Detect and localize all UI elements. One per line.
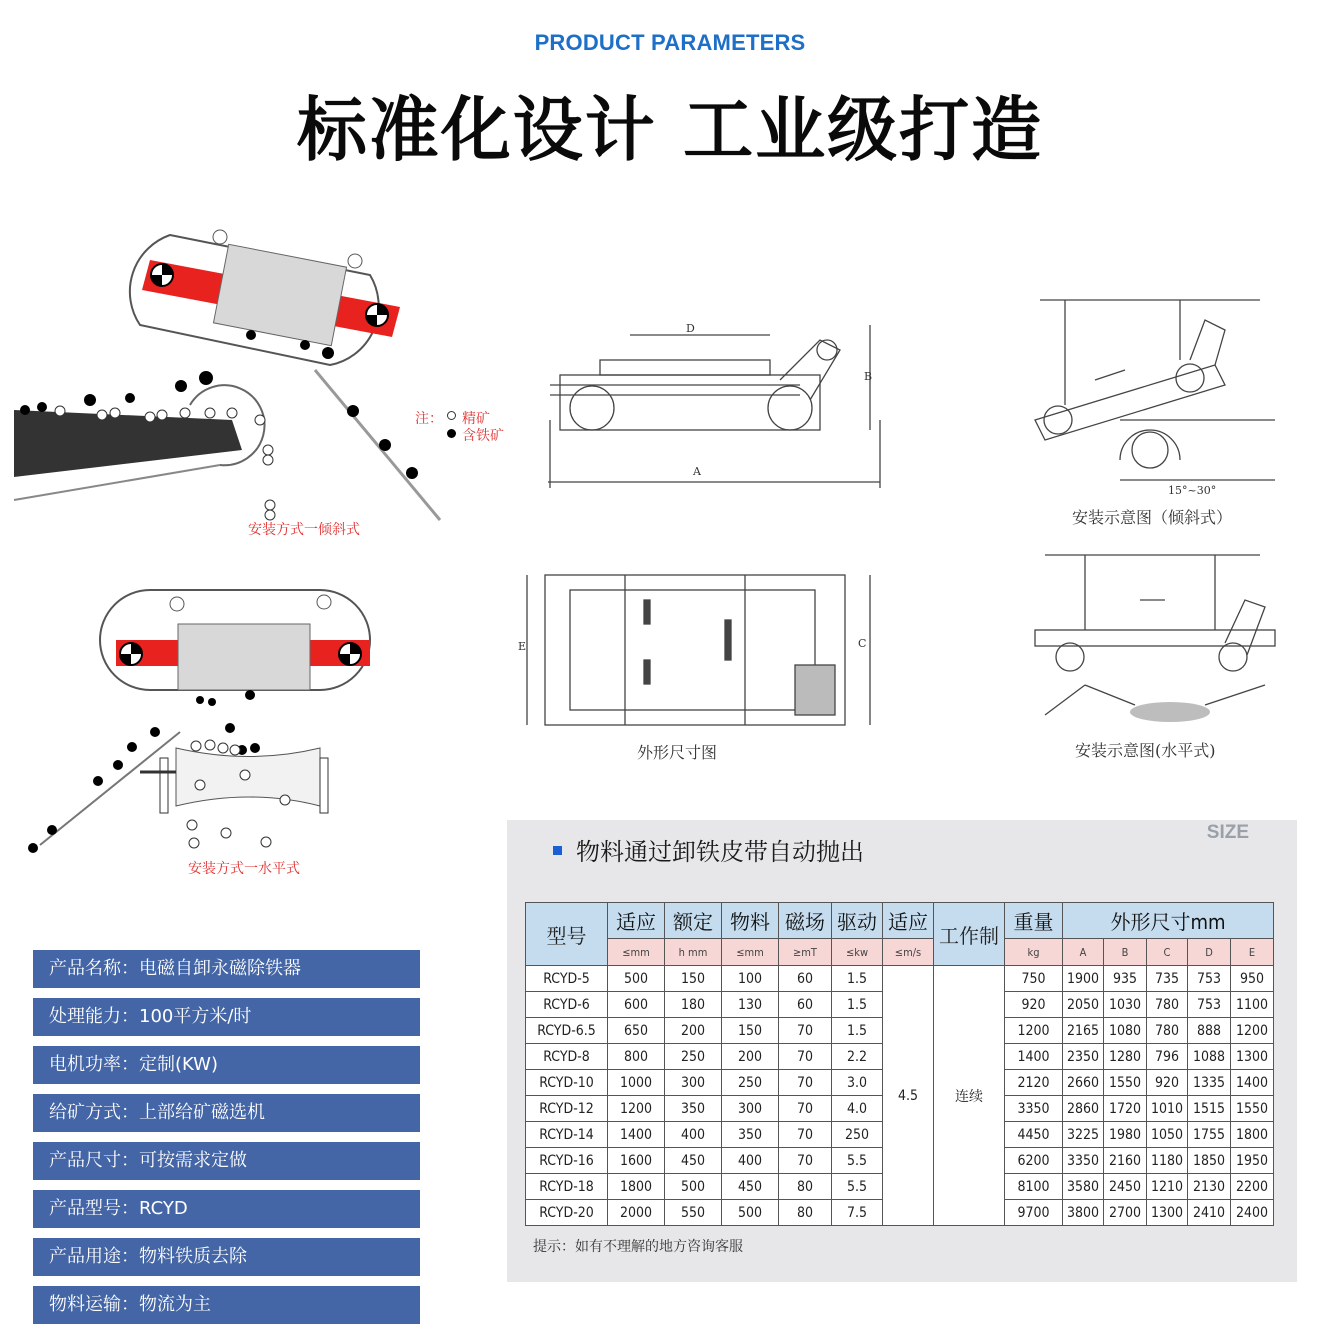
table-cell-model: RCYD-18 [526, 1174, 608, 1200]
table-cell-d: 2130 [1188, 1174, 1231, 1200]
spec-row [33, 1046, 420, 1084]
table-cell-kg: 6200 [1005, 1148, 1063, 1174]
col-header-2: 额定 [665, 903, 722, 939]
speed-cell: 4.5 [883, 966, 934, 1226]
table-cell-b: 1280 [1104, 1044, 1147, 1070]
dim-letter-d: D [1188, 939, 1231, 966]
table-cell-e: 2200 [1231, 1174, 1274, 1200]
schematic-inclined-caption: 安装示意图（倾斜式） [1072, 508, 1233, 527]
table-cell-c3: 100 [722, 966, 779, 992]
table-cell-model: RCYD-16 [526, 1148, 608, 1174]
col-header-6: 适应 [883, 903, 934, 939]
table-cell-c: 780 [1147, 1018, 1188, 1044]
table-cell-c: 796 [1147, 1044, 1188, 1070]
table-cell-e: 1950 [1231, 1148, 1274, 1174]
table-cell-b: 935 [1104, 966, 1147, 992]
horizontal-install-diagram [20, 580, 420, 860]
table-cell-c2: 500 [665, 1174, 722, 1200]
table-cell-d: 753 [1188, 992, 1231, 1018]
table-cell-c5: 5.5 [832, 1148, 883, 1174]
table-cell-b: 1720 [1104, 1096, 1147, 1122]
table-cell-model: RCYD-12 [526, 1096, 608, 1122]
dim-letter-a: A [1063, 939, 1104, 966]
col-unit-4: ≥mT [779, 939, 832, 966]
table-cell-c5: 1.5 [832, 966, 883, 992]
spec-row [33, 1190, 420, 1228]
legend-solid-icon [447, 429, 456, 438]
table-cell-kg: 1400 [1005, 1044, 1063, 1070]
spec-value: 物料铁质去除 [139, 1246, 247, 1267]
table-cell-d: 1755 [1188, 1122, 1231, 1148]
table-cell-c1: 2000 [608, 1200, 665, 1226]
table-cell-d: 753 [1188, 966, 1231, 992]
table-cell-c2: 200 [665, 1018, 722, 1044]
table-cell-kg: 1200 [1005, 1018, 1063, 1044]
table-cell-b: 1030 [1104, 992, 1147, 1018]
table-cell-c2: 400 [665, 1122, 722, 1148]
spec-value: RCYD [139, 1198, 188, 1219]
col-unit-6: ≤m/s [883, 939, 934, 966]
install-horizontal-label: 安装方式一水平式 [188, 861, 300, 877]
table-cell-c2: 250 [665, 1044, 722, 1070]
table-cell-c4: 70 [779, 1018, 832, 1044]
outline-top-view [515, 565, 885, 740]
table-cell-a: 2350 [1063, 1044, 1104, 1070]
table-cell-c2: 180 [665, 992, 722, 1018]
spec-label: 产品名称： [49, 958, 139, 979]
table-cell-c3: 500 [722, 1200, 779, 1226]
table-cell-c2: 350 [665, 1096, 722, 1122]
legend-note-prefix: 注： [415, 411, 443, 427]
panel-title-text: 物料通过卸铁皮带自动抛出 [576, 838, 864, 866]
table-cell-b: 1980 [1104, 1122, 1147, 1148]
table-cell-c3: 150 [722, 1018, 779, 1044]
size-tag: SIZE [1206, 822, 1249, 843]
weight-header: 重量 [1005, 903, 1063, 939]
col-header-5: 驱动 [832, 903, 883, 939]
table-row [526, 966, 1274, 992]
legend-concentrate-label: 精矿 [462, 411, 490, 427]
spec-label: 处理能力： [49, 1006, 139, 1027]
dim-label-d: D [686, 322, 695, 335]
weight-unit: kg [1005, 939, 1063, 966]
col-header-4: 磁场 [779, 903, 832, 939]
table-cell-c: 780 [1147, 992, 1188, 1018]
table-cell-c5: 1.5 [832, 1018, 883, 1044]
table-cell-c1: 500 [608, 966, 665, 992]
dim-letter-b: B [1104, 939, 1147, 966]
table-cell-e: 1800 [1231, 1122, 1274, 1148]
dim-label-e: E [518, 640, 527, 653]
table-cell-d: 2410 [1188, 1200, 1231, 1226]
table-cell-kg: 9700 [1005, 1200, 1063, 1226]
legend-hollow-icon [447, 411, 456, 420]
table-cell-c4: 80 [779, 1200, 832, 1226]
table-cell-e: 1200 [1231, 1018, 1274, 1044]
dims-header: 外形尺寸mm [1063, 903, 1274, 939]
schematic-horizontal [1025, 545, 1280, 735]
table-cell-a: 2165 [1063, 1018, 1104, 1044]
work-header: 工作制 [934, 903, 1005, 966]
table-cell-c1: 1000 [608, 1070, 665, 1096]
table-cell-b: 2700 [1104, 1200, 1147, 1226]
table-cell-model: RCYD-6.5 [526, 1018, 608, 1044]
table-cell-c5: 3.0 [832, 1070, 883, 1096]
table-cell-a: 2050 [1063, 992, 1104, 1018]
table-cell-c4: 70 [779, 1096, 832, 1122]
outline-caption: 外形尺寸图 [637, 743, 718, 762]
product-spec-list [33, 950, 420, 1334]
model-header: 型号 [526, 903, 608, 966]
table-cell-c3: 250 [722, 1070, 779, 1096]
spec-value: 电磁自卸永磁除铁器 [139, 958, 301, 979]
table-cell-a: 3225 [1063, 1122, 1104, 1148]
table-cell-c: 1210 [1147, 1174, 1188, 1200]
spec-label: 电机功率： [49, 1054, 139, 1075]
spec-label: 物料运输： [49, 1294, 139, 1315]
col-unit-5: ≤kw [832, 939, 883, 966]
spec-row [33, 998, 420, 1036]
table-cell-c4: 80 [779, 1174, 832, 1200]
table-cell-kg: 2120 [1005, 1070, 1063, 1096]
spec-label: 产品用途： [49, 1246, 139, 1267]
table-cell-c4: 70 [779, 1044, 832, 1070]
table-cell-c1: 1400 [608, 1122, 665, 1148]
table-cell-c: 1010 [1147, 1096, 1188, 1122]
dim-letter-c: C [1147, 939, 1188, 966]
table-cell-e: 1400 [1231, 1070, 1274, 1096]
spec-row [33, 1238, 420, 1276]
table-cell-d: 1335 [1188, 1070, 1231, 1096]
table-cell-e: 2400 [1231, 1200, 1274, 1226]
table-cell-c2: 150 [665, 966, 722, 992]
table-cell-c1: 1600 [608, 1148, 665, 1174]
table-cell-a: 3800 [1063, 1200, 1104, 1226]
panel-note: 提示：如有不理解的地方咨询客服 [533, 1239, 743, 1255]
title-bullet-icon [553, 846, 562, 855]
table-cell-c5: 7.5 [832, 1200, 883, 1226]
table-cell-c: 1180 [1147, 1148, 1188, 1174]
table-cell-c1: 1200 [608, 1096, 665, 1122]
table-cell-b: 1080 [1104, 1018, 1147, 1044]
table-cell-c4: 70 [779, 1070, 832, 1096]
spec-label: 产品尺寸： [49, 1150, 139, 1171]
spec-value: 可按需求定做 [139, 1150, 247, 1171]
table-cell-c1: 1800 [608, 1174, 665, 1200]
spec-value: 100平方米/时 [139, 1006, 252, 1027]
section-eyebrow: PRODUCT PARAMETERS [534, 30, 806, 55]
table-cell-d: 888 [1188, 1018, 1231, 1044]
table-cell-model: RCYD-20 [526, 1200, 608, 1226]
work-cell: 连续 [934, 966, 1005, 1226]
table-cell-e: 950 [1231, 966, 1274, 992]
col-header-3: 物料 [722, 903, 779, 939]
table-cell-model: RCYD-6 [526, 992, 608, 1018]
table-cell-c4: 60 [779, 992, 832, 1018]
table-cell-c3: 400 [722, 1148, 779, 1174]
legend-iron-label: 含铁矿 [462, 428, 504, 444]
page-title: 标准化设计 工业级打造 [296, 89, 1044, 171]
table-cell-c5: 2.2 [832, 1044, 883, 1070]
table-cell-c5: 250 [832, 1122, 883, 1148]
dim-label-b: B [864, 370, 873, 383]
table-cell-a: 3580 [1063, 1174, 1104, 1200]
table-cell-c3: 130 [722, 992, 779, 1018]
table-cell-c1: 600 [608, 992, 665, 1018]
table-cell-a: 3350 [1063, 1148, 1104, 1174]
size-panel [507, 820, 1297, 1282]
angle-label: 15°~30° [1168, 484, 1217, 497]
table-cell-c5: 1.5 [832, 992, 883, 1018]
table-cell-model: RCYD-10 [526, 1070, 608, 1096]
table-cell-b: 2450 [1104, 1174, 1147, 1200]
col-unit-3: ≤mm [722, 939, 779, 966]
inclined-install-diagram [10, 215, 450, 525]
table-cell-b: 1550 [1104, 1070, 1147, 1096]
spec-label: 给矿方式： [49, 1102, 139, 1123]
spec-table [525, 902, 1274, 1226]
schematic-horizontal-caption: 安装示意图(水平式) [1075, 741, 1216, 760]
table-cell-c3: 450 [722, 1174, 779, 1200]
table-cell-c: 1050 [1147, 1122, 1188, 1148]
spec-value: 上部给矿磁选机 [139, 1102, 265, 1123]
table-cell-c5: 5.5 [832, 1174, 883, 1200]
spec-label: 产品型号： [49, 1198, 139, 1219]
table-cell-c4: 70 [779, 1148, 832, 1174]
spec-row [33, 1286, 420, 1324]
spec-value: 物流为主 [139, 1294, 211, 1315]
table-cell-c4: 60 [779, 966, 832, 992]
table-cell-model: RCYD-8 [526, 1044, 608, 1070]
table-cell-c1: 800 [608, 1044, 665, 1070]
table-cell-e: 1100 [1231, 992, 1274, 1018]
table-cell-kg: 920 [1005, 992, 1063, 1018]
table-cell-d: 1515 [1188, 1096, 1231, 1122]
outline-side-view [540, 320, 890, 495]
table-cell-e: 1300 [1231, 1044, 1274, 1070]
table-cell-kg: 3350 [1005, 1096, 1063, 1122]
table-cell-c3: 300 [722, 1096, 779, 1122]
table-cell-a: 2660 [1063, 1070, 1104, 1096]
col-unit-2: h mm [665, 939, 722, 966]
table-cell-kg: 8100 [1005, 1174, 1063, 1200]
table-cell-kg: 750 [1005, 966, 1063, 992]
panel-title [553, 832, 864, 867]
install-inclined-label: 安装方式一倾斜式 [248, 522, 360, 538]
spec-row [33, 1094, 420, 1132]
col-header-1: 适应 [608, 903, 665, 939]
table-cell-model: RCYD-5 [526, 966, 608, 992]
table-cell-model: RCYD-14 [526, 1122, 608, 1148]
table-cell-c3: 200 [722, 1044, 779, 1070]
table-cell-a: 1900 [1063, 966, 1104, 992]
table-cell-c: 1300 [1147, 1200, 1188, 1226]
table-cell-c2: 300 [665, 1070, 722, 1096]
col-unit-1: ≤mm [608, 939, 665, 966]
table-cell-b: 2160 [1104, 1148, 1147, 1174]
table-cell-d: 1088 [1188, 1044, 1231, 1070]
table-cell-c5: 4.0 [832, 1096, 883, 1122]
table-cell-c2: 450 [665, 1148, 722, 1174]
table-cell-c2: 550 [665, 1200, 722, 1226]
table-cell-d: 1850 [1188, 1148, 1231, 1174]
table-cell-c1: 650 [608, 1018, 665, 1044]
dim-label-c: C [858, 637, 867, 650]
table-cell-e: 1550 [1231, 1096, 1274, 1122]
table-cell-c: 735 [1147, 966, 1188, 992]
table-cell-c3: 350 [722, 1122, 779, 1148]
table-cell-kg: 4450 [1005, 1122, 1063, 1148]
schematic-inclined [1020, 290, 1280, 500]
dim-label-a: A [693, 465, 701, 478]
table-cell-c: 920 [1147, 1070, 1188, 1096]
spec-value: 定制(KW) [139, 1054, 219, 1075]
spec-row [33, 950, 420, 988]
spec-row [33, 1142, 420, 1180]
table-cell-a: 2860 [1063, 1096, 1104, 1122]
dim-letter-e: E [1231, 939, 1274, 966]
table-cell-c4: 70 [779, 1122, 832, 1148]
